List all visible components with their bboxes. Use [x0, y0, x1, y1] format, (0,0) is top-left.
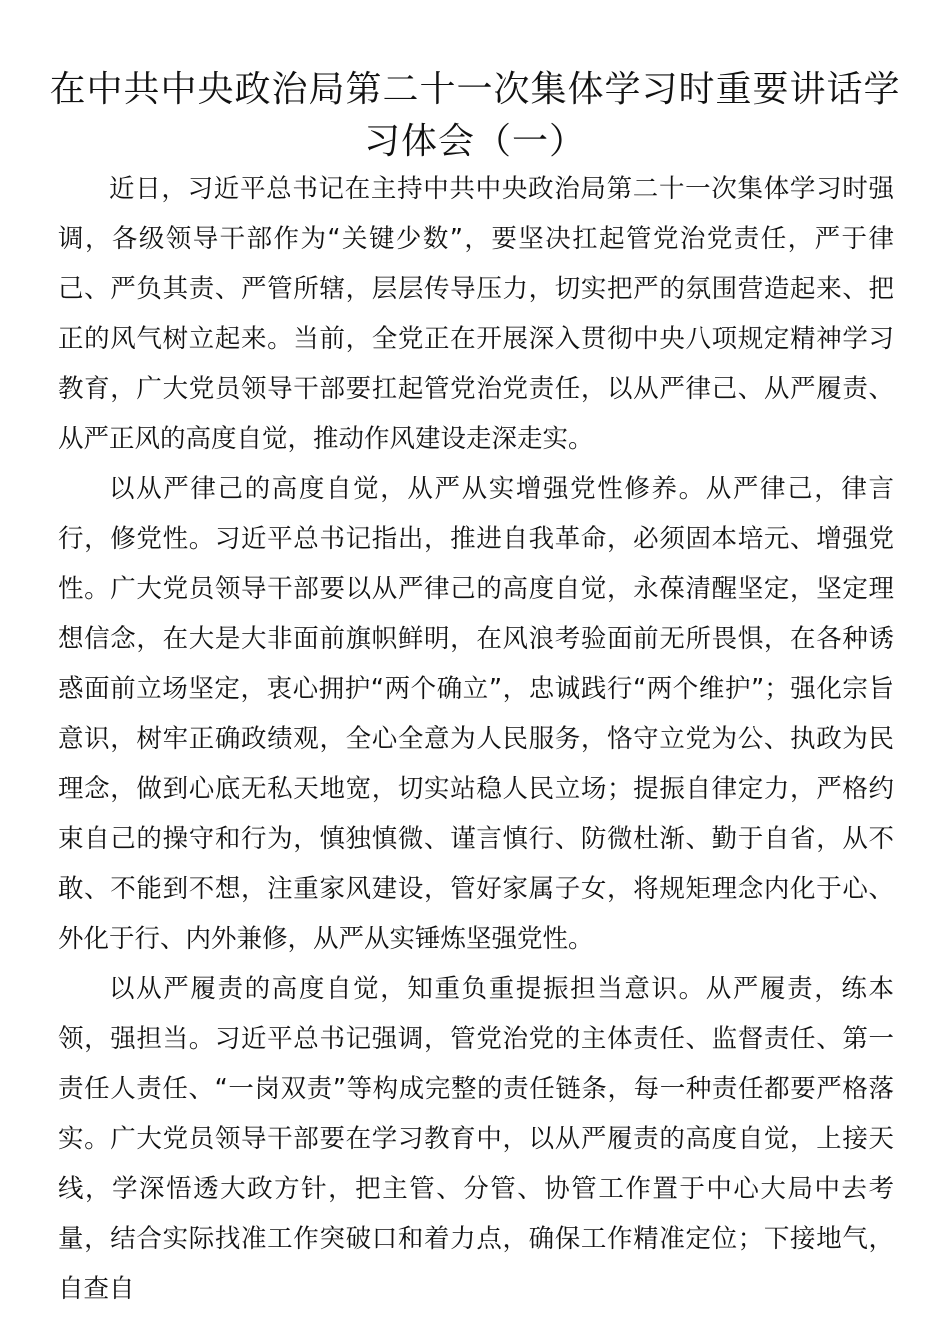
paragraph-lead-sentence: 以从严律己的高度自觉，从严从实增强党性修养。: [109, 474, 706, 504]
paragraph-text: 从严履责，练本领，强担当。习近平总书记强调，管党治党的主体责任、监督责任、第一责任人责任、“一岗双责”等构成完整的责任链条，每一种责任都要严格落实。广大党员领导干部要在学习教育中，以从严履责的高度自觉，上接天线，学深悟透大政方针，把主管、分管、协管工作置于中心大局中去考量，结合实际找准工作突破口和着力点，确保工作精准定位；下接地气，自查自: [58, 974, 894, 1304]
paragraph-lead-sentence: 以从严履责的高度自觉，知重负重提振担当意识。: [109, 974, 706, 1004]
document-title: 在中共中央政治局第二十一次集体学习时重要讲话学习体会（一）: [49, 69, 901, 162]
document-body: [58, 164, 894, 1314]
paragraph-self-discipline: [58, 464, 894, 964]
paragraph-text: 从严律己，律言行，修党性。习近平总书记指出，推进自我革命，必须固本培元、增强党性。广大党员领导干部要以从严律己的高度自觉，永葆清醒坚定，坚定理想信念，在大是大非面前旗帜鲜明，在风浪考验面前无所畏惧，在各种诱惑面前立场坚定，衷心拥护“两个确立”，忠诚践行“两个维护”；强化宗旨意识，树牢正确政绩观，全心全意为人民服务，恪守立党为公、执政为民理念，做到心底无私天地宽，切实站稳人民立场；提振自律定力，严格约束自己的操守和行为，慎独慎微、谨言慎行、防微杜渐、勤于自省，从不敢、不能到不想，注重家风建设，管好家属子女，将规矩理念内化于心、外化于行、内外兼修，从严从实锤炼坚强党性。: [58, 474, 894, 954]
paragraph-intro: [58, 164, 894, 464]
paragraph-text: 近日，习近平总书记在主持中共中央政治局第二十一次集体学习时强调，各级领导干部作为“关键少数”，要坚决扛起管党治党责任，严于律己、严负其责、严管所辖，层层传导压力，切实把严的氛围营造起来、把正的风气树立起来。当前，全党正在开展深入贯彻中央八项规定精神学习教育，广大党员领导干部要扛起管党治党责任，以从严律己、从严履责、从严正风的高度自觉，推动作风建设走深走实。: [58, 174, 894, 454]
paragraph-duty-fulfillment: [58, 964, 894, 1314]
